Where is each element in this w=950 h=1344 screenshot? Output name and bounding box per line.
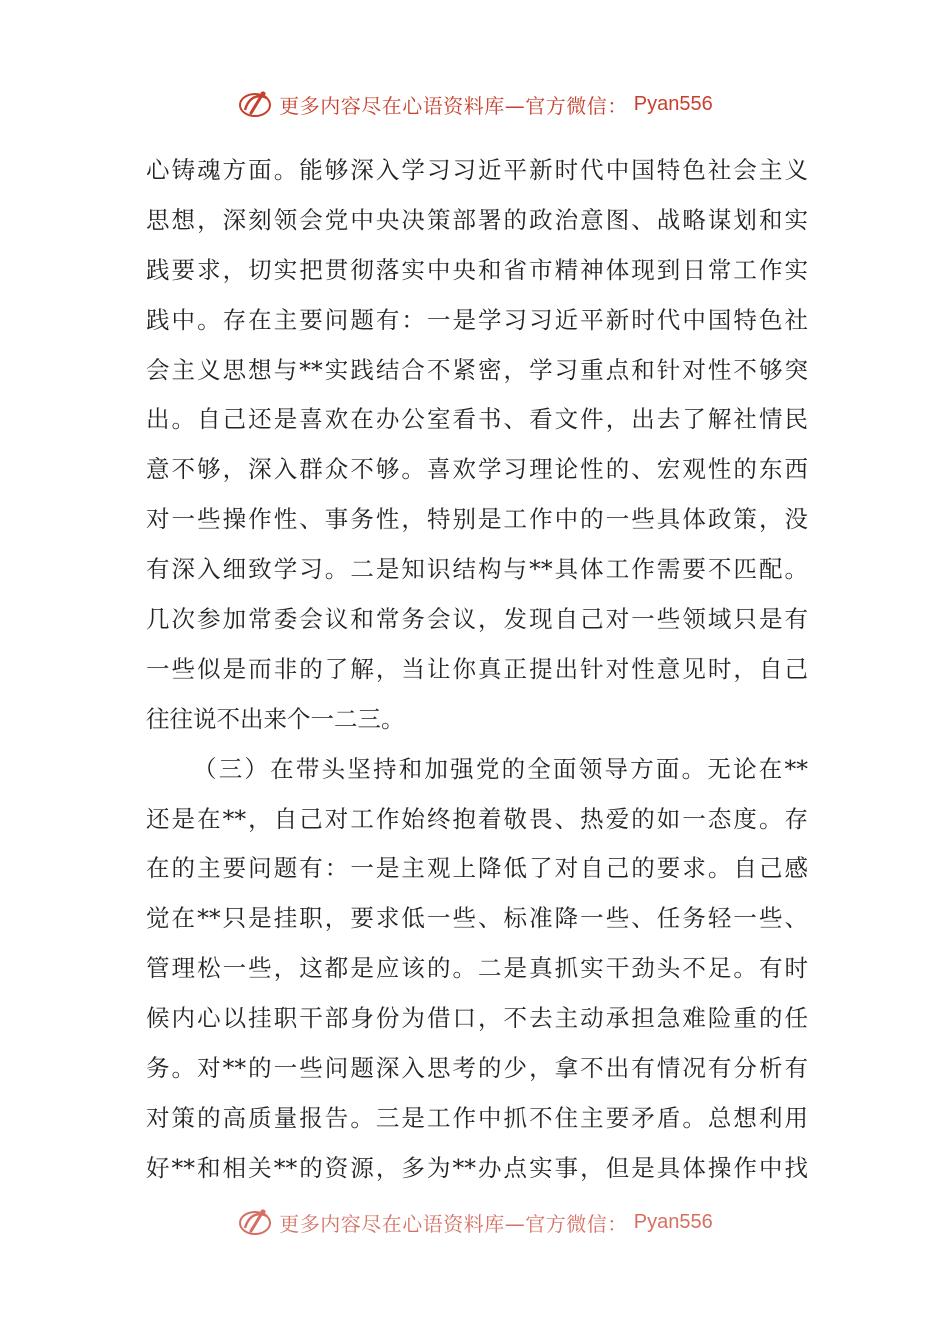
text-line: 对策的高质量报告。三是工作中抓不住主要矛盾。总想利用 <box>146 1103 808 1132</box>
watermark-banner-bottom <box>0 1202 950 1242</box>
text-line: 候内心以挂职干部身份为借口，不去主动承担急难险重的任 <box>146 1004 808 1033</box>
text-line: 好**和相关**的资源，多为**办点实事，但是具体操作中找 <box>146 1153 808 1182</box>
text-line: 往往说不出来个一二三。 <box>146 704 405 733</box>
section-heading-line: （三）在带头坚持和加强党的全面领导方面。无论在** <box>193 754 808 783</box>
text-line: 几次参加常委会议和常务会议，发现自己对一些领域只是有 <box>146 605 808 634</box>
text-line: 意不够，深入群众不够。喜欢学习理论性的、宏观性的东西 <box>146 455 808 484</box>
text-line: 一些似是而非的了解，当让你真正提出针对性意见时，自己 <box>146 654 808 683</box>
text-line: 出。自己还是喜欢在办公室看书、看文件，出去了解社情民 <box>146 405 808 434</box>
text-line: 践中。存在主要问题有：一是学习习近平新时代中国特色社 <box>146 305 808 334</box>
watermark-banner-top <box>0 84 950 124</box>
text-line: 践要求，切实把贯彻落实中央和省市精神体现到日常工作实 <box>146 255 808 284</box>
text-line: 务。对**的一些问题深入思考的少，拿不出有情况有分析有 <box>146 1054 808 1083</box>
text-line: 有深入细致学习。二是知识结构与**具体工作需要不匹配。 <box>146 555 808 584</box>
text-line: 对一些操作性、事务性，特别是工作中的一些具体政策，没 <box>146 505 808 534</box>
watermark-logo-icon <box>237 1204 273 1240</box>
watermark-text: 更多内容尽在心语资料库—官方微信： <box>279 1211 628 1236</box>
text-line: 管理松一些，这都是应该的。二是真抓实干劲头不足。有时 <box>146 954 808 983</box>
watermark-code: Pyan556 <box>633 92 713 115</box>
text-line: 还是在**，自己对工作始终抱着敬畏、热爱的如一态度。存 <box>146 804 808 833</box>
text-line: 觉在**只是挂职，要求低一些、标准降一些、任务轻一些、 <box>146 904 808 933</box>
text-line: 心铸魂方面。能够深入学习习近平新时代中国特色社会主义 <box>146 156 808 184</box>
watermark-code: Pyan556 <box>633 1210 713 1233</box>
watermark-logo-icon <box>237 86 273 122</box>
watermark-text: 更多内容尽在心语资料库—官方微信： <box>279 93 628 118</box>
text-line: 在的主要问题有：一是主观上降低了对自己的要求。自己感 <box>146 854 808 883</box>
text-line: 会主义思想与**实践结合不紧密，学习重点和针对性不够突 <box>146 355 808 384</box>
document-body <box>146 146 808 1194</box>
text-line: 思想，深刻领会党中央决策部署的政治意图、战略谋划和实 <box>146 205 808 234</box>
